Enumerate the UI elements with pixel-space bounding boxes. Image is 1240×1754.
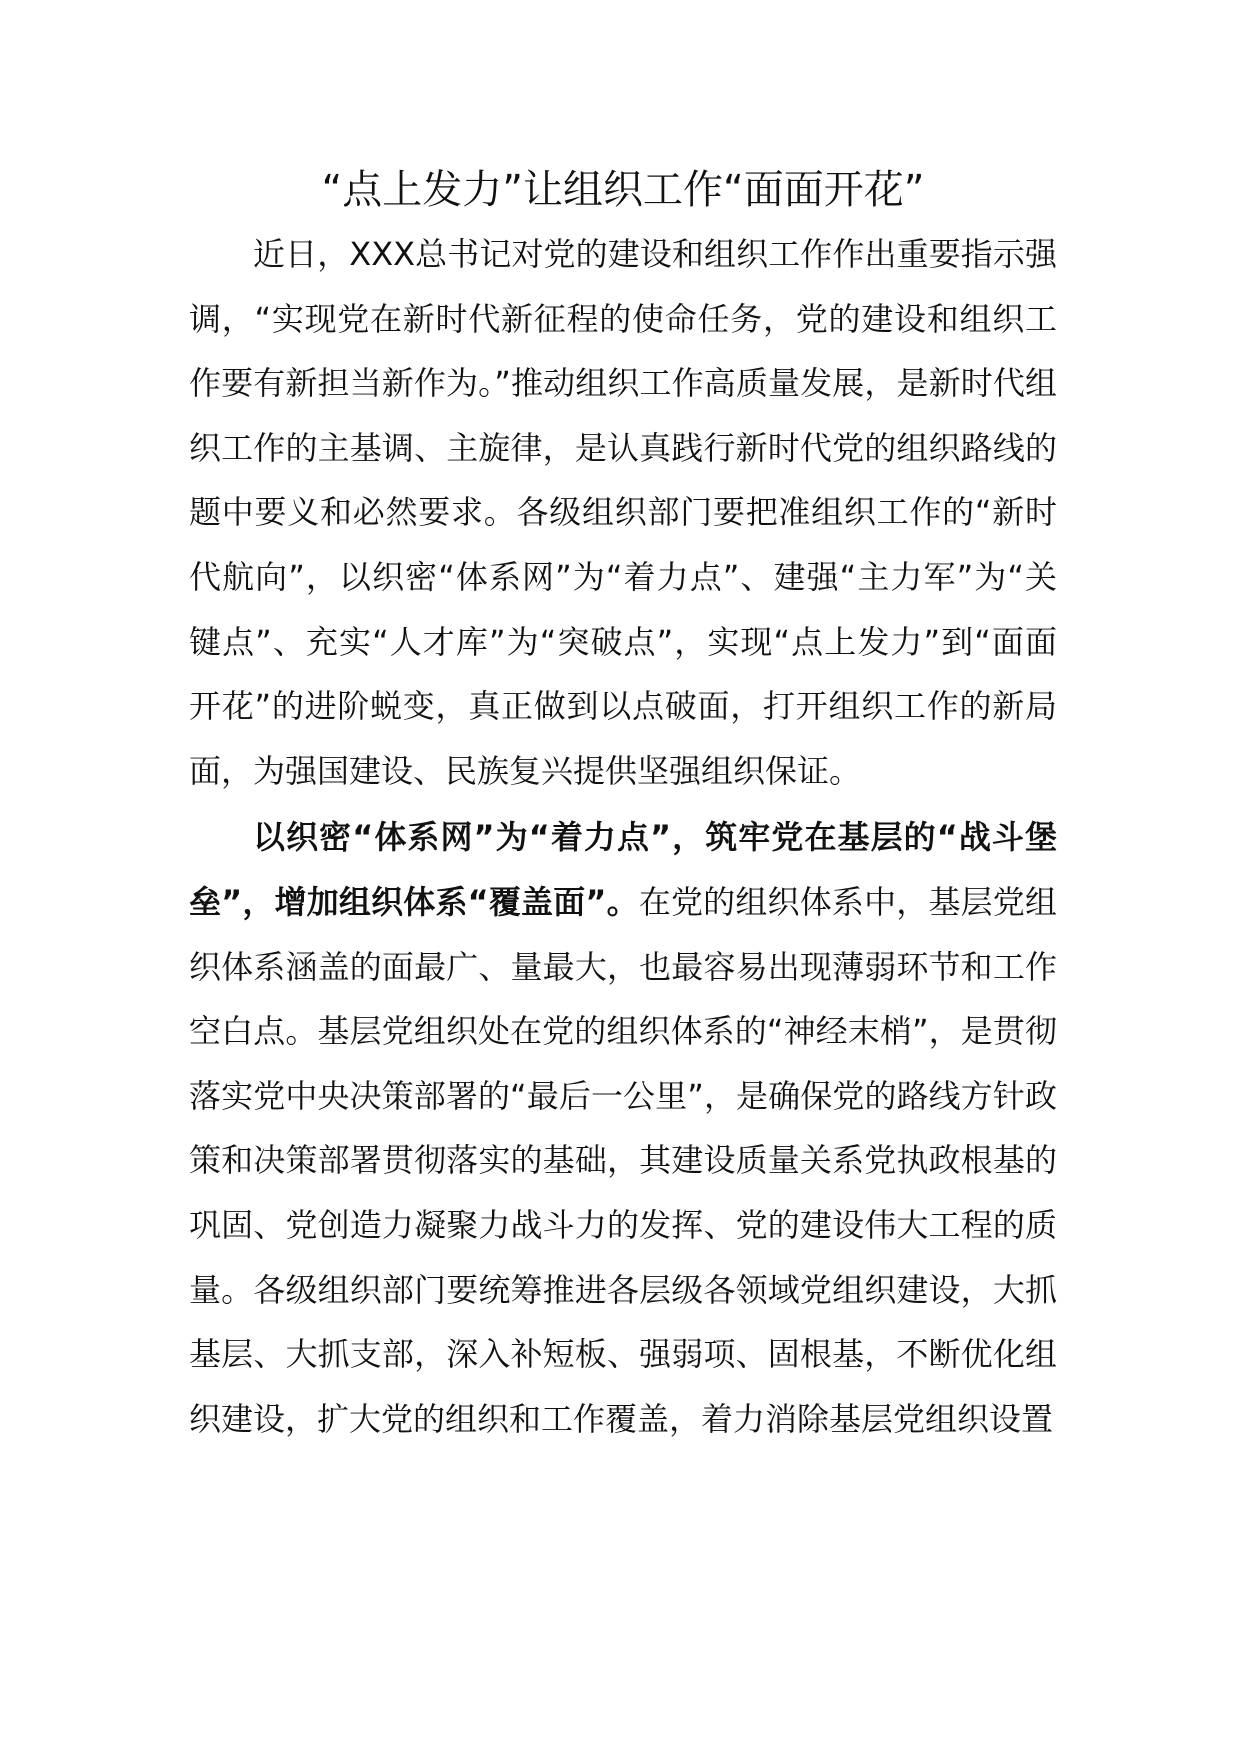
document-page [189,160,1057,1451]
paragraph-lead-sentence: 以织密“体系网”为“着力点”，筑牢党在基层的“战斗堡垒”，增加组织体系“覆盖面”。 [189,818,1057,921]
paragraph-system-network [189,805,1057,1451]
document-title: “点上发力”让组织工作“面面开花” [321,167,925,213]
paragraph-body-text: 在党的组织体系中，基层党组织体系涵盖的面最广、量最大，也最容易出现薄弱环节和工作空白点。基层党组织处在党的组织体系的“神经末梢”，是贯彻落实党中央决策部署的“最后一公里”，是确保党的路线方针政策和决策部署贯彻落实的基础，其建设质量关系党执政根基的巩固、党创造力凝聚力战斗力的发挥、党的建设伟大工程的质量。各级组织部门要统筹推进各层级各领域党组织建设，大抓基层、大抓支部，深入补短板、强弱项、固根基，不断优化组织建设，扩大党的组织和工作覆盖，着力消除基层党组织设置 [189,882,1057,1438]
paragraph-intro: 近日，XXX总书记对党的建设和组织工作作出重要指示强调，“实现党在新时代新征程的使命任务，党的建设和组织工作要有新担当新作为。”推动组织工作高质量发展，是新时代组织工作的主基调、主旋律，是认真践行新时代党的组织路线的题中要义和必然要求。各级组织部门要把准组织工作的“新时代航向”，以织密“体系网”为“着力点”、建强“主力军”为“关键点”、充实“人才库”为“突破点”，实现“点上发力”到“面面开花”的进阶蜕变，真正做到以点破面，打开组织工作的新局面，为强国建设、民族复兴提供坚强组织保证。 [189,235,1057,790]
